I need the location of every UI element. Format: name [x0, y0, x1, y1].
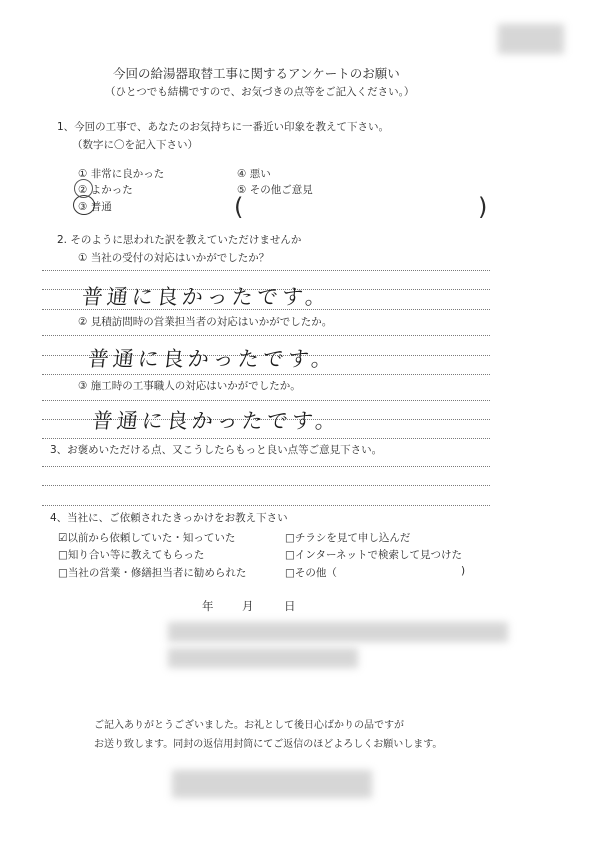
- redacted-corner-mark: [498, 24, 564, 54]
- q1-option-3: ③ 普通: [78, 201, 112, 213]
- closing-line-2: お送り致します。同封の返信用封筒にてご返信のほどよろしくお願いします。: [94, 739, 443, 750]
- answer-line: [42, 466, 490, 467]
- handwritten-answer-2: 普通に良かったです。: [86, 347, 338, 371]
- date-day: 日: [284, 599, 296, 613]
- answer-line: [42, 505, 490, 506]
- page-title: 今回の給湯器取替工事に関するアンケートのお願い: [113, 66, 400, 81]
- closing-line-1: ご記入ありがとうございました。お礼として後日心ばかりの品ですが: [94, 720, 404, 731]
- q3-heading: 3、お褒めいただける点、又こうしたらもっと良い点等ご意見下さい。: [50, 444, 383, 456]
- answer-line: [42, 485, 490, 486]
- q1-option-1: ① 非常に良かった: [78, 168, 165, 180]
- selected-answer-circle: [73, 195, 95, 215]
- q2-sub1: ① 当社の受付の対応はいかがでしたか？: [78, 252, 270, 264]
- handwritten-answer-3: 普通に良かったです。: [90, 409, 342, 433]
- q4-option-sales-rep: □当社の営業・修繕担当者に勧められた: [58, 567, 247, 579]
- answer-line: [42, 374, 490, 375]
- redacted-company-name: [172, 770, 372, 798]
- q1-option-2: ② よかった: [78, 184, 133, 196]
- q1-other-close-paren: ): [478, 193, 488, 221]
- q1-option-4: ④ 悪い: [237, 168, 271, 180]
- handwritten-answer-1: 普通に良かったです。: [80, 285, 332, 309]
- q4-heading: 4、当社に、ご依頼されたきっかけをお教え下さい: [50, 512, 288, 524]
- answer-line: [42, 438, 490, 439]
- page-subtitle: （ひとつでも結構ですので、お気づきの点等をご記入ください。）: [105, 86, 415, 98]
- q2-sub3: ③ 施工時の工事職人の対応はいかがでしたか。: [78, 380, 301, 392]
- answer-line: [42, 270, 490, 271]
- q1-instruction: （数字に〇を記入下さい）: [72, 139, 198, 151]
- q4-option-flyer: □チラシを見て申し込んだ: [285, 532, 411, 544]
- q1-other-open-paren: (: [234, 193, 244, 221]
- redacted-respondent-info: [168, 622, 508, 642]
- q4-option-other: □その他（: [285, 567, 337, 579]
- q4-other-close-paren: ): [461, 565, 466, 577]
- q4-option-internet: □インターネットで検索して見つけた: [285, 549, 462, 561]
- q4-option-previous-client: ☑以前から依頼していた・知っていた: [58, 532, 236, 544]
- answer-circle-mark: [74, 179, 93, 198]
- answer-line: [42, 400, 490, 401]
- q2-heading: 2. そのように思われた訳を教えていただけませんか: [57, 234, 302, 246]
- q1-option-5: ⑤ その他ご意見: [237, 184, 313, 196]
- answer-line: [42, 335, 490, 336]
- q2-sub2: ② 見積訪問時の営業担当者の対応はいかがでしたか。: [78, 316, 333, 328]
- date-month: 月: [242, 599, 254, 613]
- q1-heading: 1、今回の工事で、あなたのお気持ちに一番近い印象を教えて下さい。: [57, 121, 389, 133]
- q4-option-referral: □知り合い等に教えてもらった: [58, 549, 205, 561]
- redacted-respondent-info: [168, 648, 358, 668]
- date-year: 年: [202, 599, 214, 613]
